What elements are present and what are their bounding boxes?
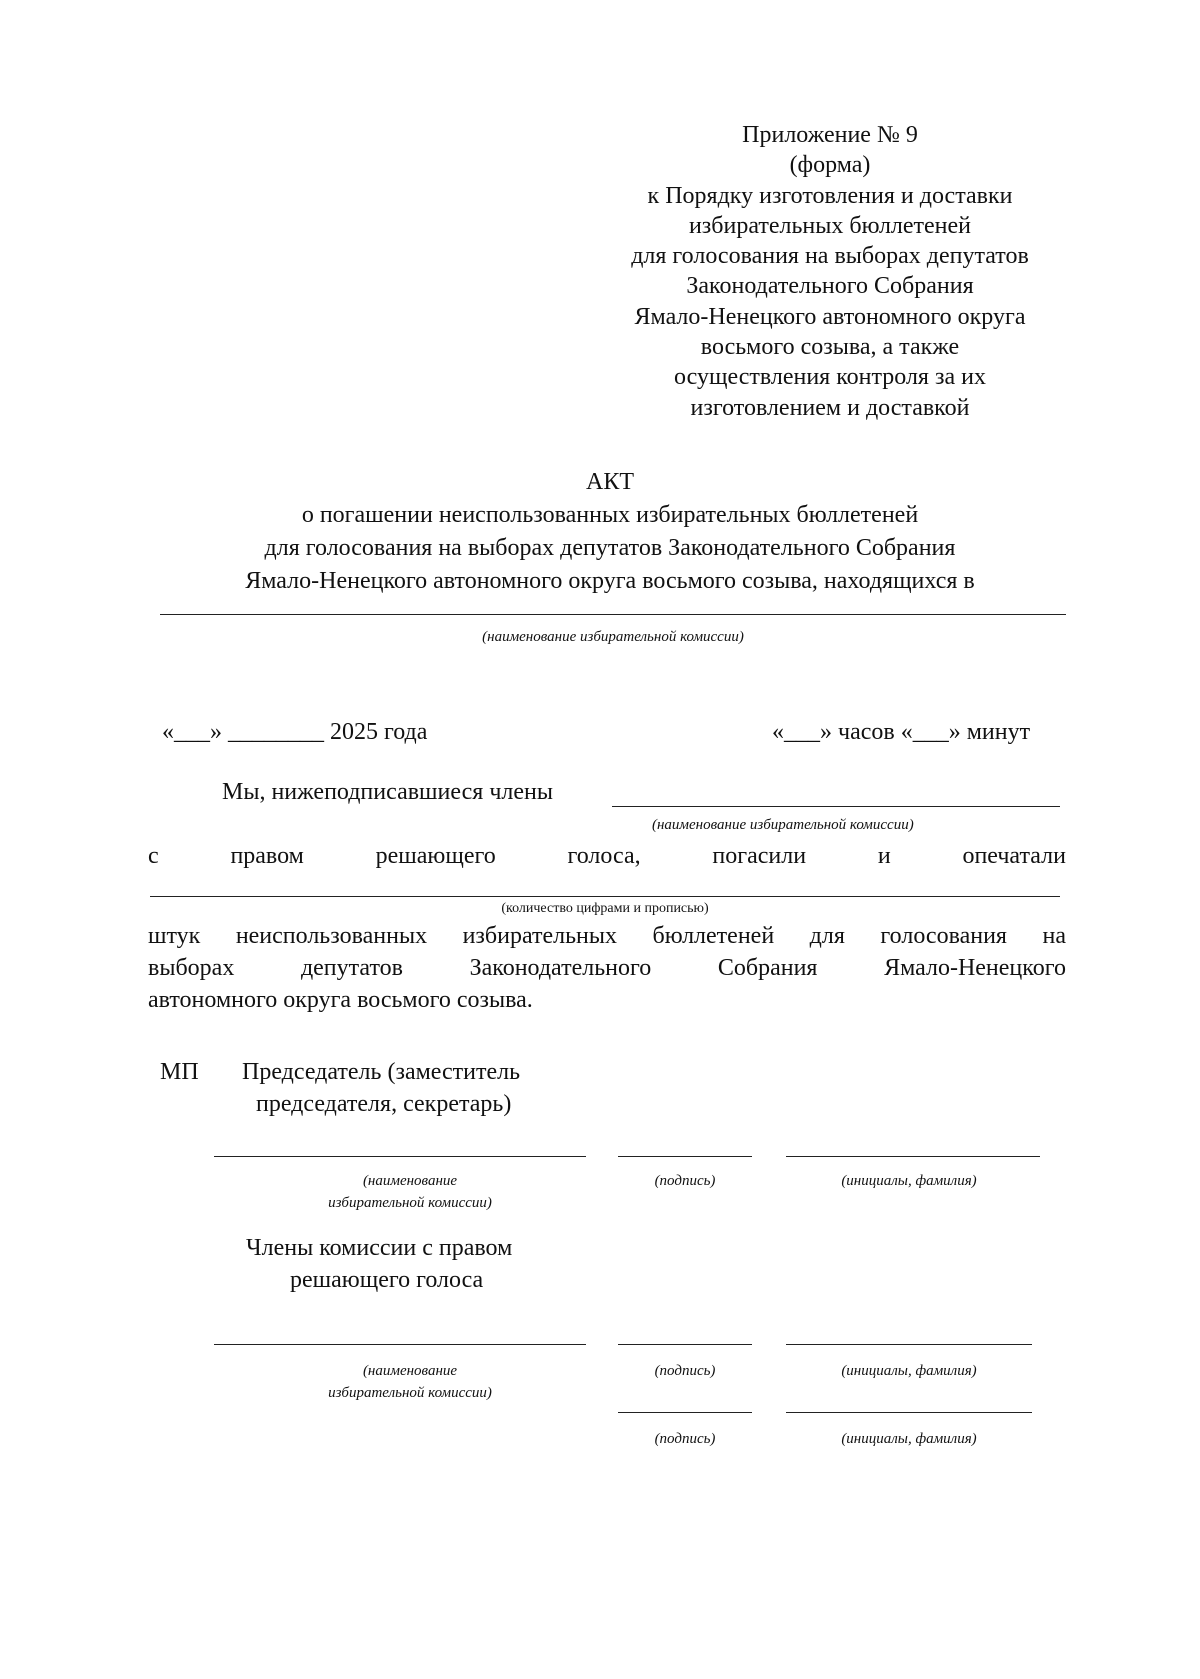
paragraph-word: голосования	[880, 923, 1007, 949]
stamp-label: МП	[160, 1059, 199, 1085]
members-signature-line-2	[618, 1412, 752, 1413]
members-signature-caption: (подпись)	[654, 1363, 716, 1379]
paragraph-line-2	[148, 952, 1066, 984]
act-subtitle-line: о погашении неиспользованных избирательных бюллетеней	[301, 502, 919, 528]
members-commission-caption: (наименование избирательной комиссии)	[652, 817, 914, 833]
members-name-line	[786, 1344, 1032, 1345]
chair-commission-caption-1: (наименование	[362, 1173, 458, 1189]
chair-signature-line	[618, 1156, 752, 1157]
act-title: АКТ	[586, 469, 634, 495]
paragraph-word: депутатов	[300, 955, 403, 981]
rights-word: погасили	[712, 843, 807, 869]
paragraph-line-1	[148, 920, 1066, 952]
paragraph-word: выборах	[148, 955, 235, 981]
paragraph-word: штук	[148, 923, 201, 949]
paragraph-word: на	[1042, 923, 1066, 949]
members-name-line-2	[786, 1412, 1032, 1413]
rights-word: голоса,	[567, 843, 641, 869]
members-signature-caption-2: (подпись)	[654, 1431, 716, 1447]
members-commission-sign-line	[214, 1344, 586, 1345]
appendix-line: осуществления контроля за их	[674, 364, 986, 391]
members-commission-line	[612, 806, 1060, 807]
chair-commission-line	[214, 1156, 586, 1157]
date-field: «___» ________ 2025 года	[162, 719, 428, 745]
members-label-line-2: решающего голоса	[290, 1267, 484, 1293]
appendix-line: Приложение № 9	[742, 122, 918, 148]
members-intro: Мы, нижеподписавшиеся члены	[222, 779, 553, 805]
chair-signature-caption: (подпись)	[654, 1173, 716, 1189]
commission-caption: (наименование избирательной комиссии)	[482, 629, 744, 645]
commission-name-line	[160, 614, 1066, 615]
paragraph-word: Собрания	[717, 955, 818, 981]
paragraph-line-3: автономного округа восьмого созыва.	[148, 987, 533, 1013]
members-label-line-1: Члены комиссии с правом	[246, 1235, 513, 1261]
appendix-line: восьмого созыва, а также	[700, 334, 960, 361]
rights-word: опечатали	[962, 843, 1066, 869]
appendix-line: избирательных бюллетеней	[688, 212, 972, 239]
rights-word: правом	[230, 843, 304, 869]
chair-label-line-2: председателя, секретарь)	[256, 1091, 512, 1117]
act-subtitle-line: Ямало-Ненецкого автономного округа восьмого созыва, находящихся в	[245, 568, 975, 594]
members-name-caption: (инициалы, фамилия)	[841, 1363, 977, 1379]
members-signature-line	[618, 1344, 752, 1345]
members-commission-caption-2: избирательной комиссии)	[328, 1385, 492, 1401]
paragraph-word: Ямало-Ненецкого	[884, 955, 1066, 981]
chair-label-line-1: Председатель (заместитель	[242, 1059, 521, 1085]
appendix-line: (форма)	[789, 152, 871, 179]
rights-word: и	[877, 843, 891, 869]
appendix-line: изготовлением и доставкой	[690, 394, 970, 421]
paragraph-word: для	[809, 923, 845, 949]
rights-word: с	[148, 843, 159, 869]
appendix-line: для голосования на выборах депутатов	[631, 243, 1029, 270]
chair-name-caption: (инициалы, фамилия)	[841, 1173, 977, 1189]
paragraph-word: Законодательного	[469, 955, 652, 981]
appendix-line: Законодательного Собрания	[686, 273, 974, 300]
paragraph-word: избирательных	[462, 923, 618, 949]
paragraph-word: неиспользованных	[235, 923, 428, 949]
rights-word: решающего	[375, 843, 496, 869]
count-caption: (количество цифрами и прописью)	[501, 901, 709, 916]
appendix-line: Ямало-Ненецкого автономного округа	[634, 303, 1026, 330]
appendix-line: к Порядку изготовления и доставки	[647, 182, 1013, 209]
members-name-caption-2: (инициалы, фамилия)	[841, 1431, 977, 1447]
chair-name-line	[786, 1156, 1040, 1157]
time-field: «___» часов «___» минут	[772, 719, 1031, 745]
count-line	[150, 896, 1060, 897]
act-subtitle-line: для голосования на выборах депутатов Законодательного Собрания	[264, 535, 956, 561]
paragraph-word: бюллетеней	[652, 923, 775, 949]
members-commission-caption-1: (наименование	[362, 1363, 458, 1379]
chair-commission-caption-2: избирательной комиссии)	[328, 1195, 492, 1211]
act-title-block	[150, 466, 1070, 598]
appendix-header	[600, 120, 1060, 423]
rights-line	[148, 840, 1066, 872]
